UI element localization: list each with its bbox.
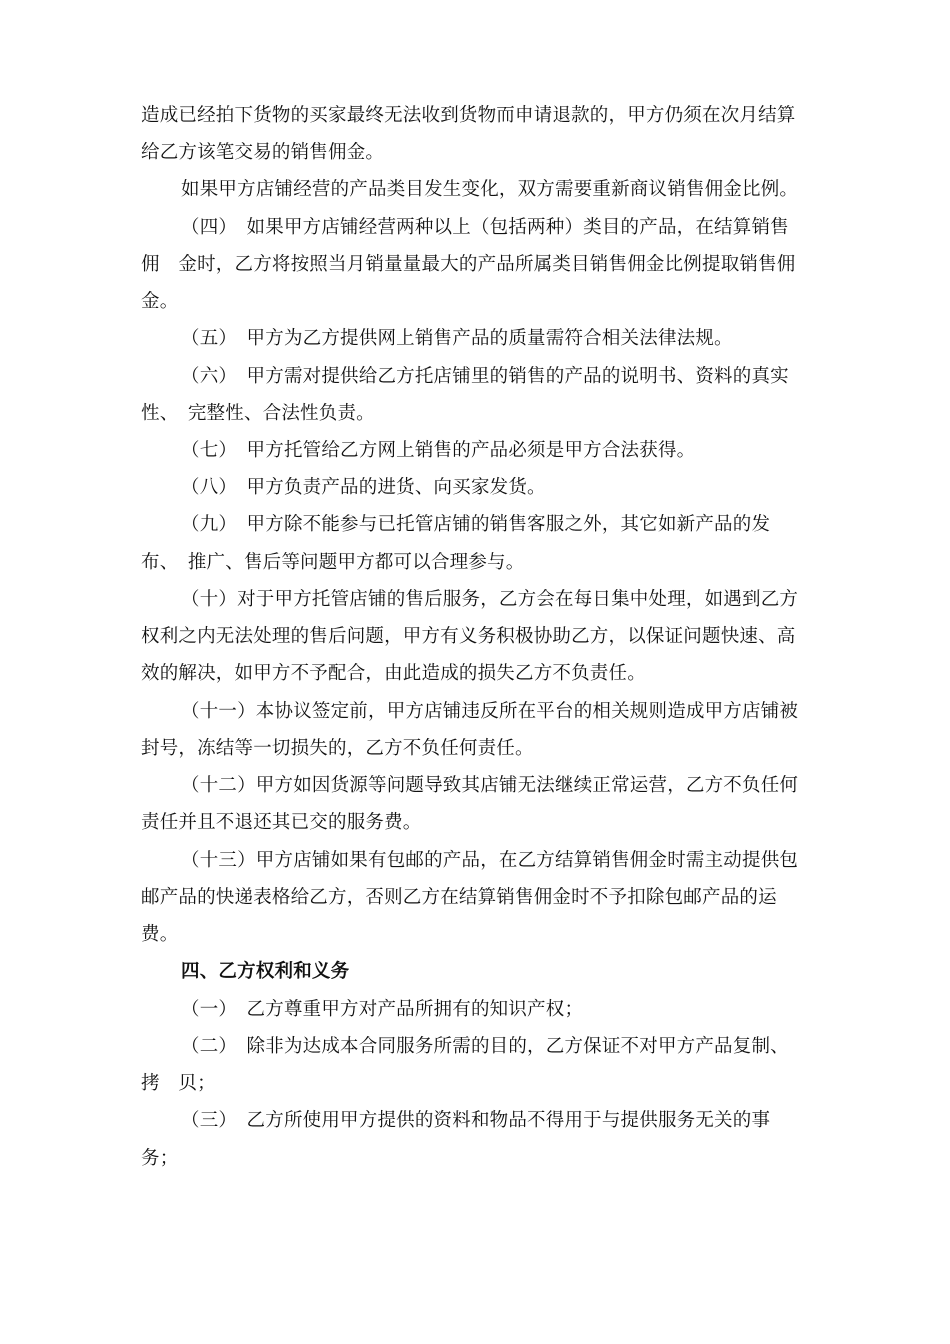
clause-3: （三） 乙方所使用甲方提供的资料和物品不得用于与提供服务无关的事 [181,1110,771,1131]
paragraph-line: 费。 [141,924,179,945]
paragraph-line: 拷 贝； [141,1073,216,1094]
clause-9: （九） 甲方除不能参与已托管店铺的销售客服之外，其它如新产品的发 [181,514,771,535]
clause-13: （十三）甲方店铺如果有包邮的产品，在乙方结算销售佣金时需主动提供包 [181,850,799,871]
paragraph-line: 效的解决，如甲方不予配合，由此造成的损失乙方不负责任。 [141,663,646,684]
paragraph-line: 务； [141,1148,179,1169]
paragraph-line: 封号，冻结等一切损失的，乙方不负任何责任。 [141,738,534,759]
paragraph-line: 佣 金时，乙方将按照当月销量量最大的产品所属类目销售佣金比例提取销售佣 [141,254,796,275]
clause-8: （八） 甲方负责产品的进货、向买家发货。 [181,477,546,498]
clause-1: （一） 乙方尊重甲方对产品所拥有的知识产权； [181,999,584,1020]
paragraph-line: 布、 推广、售后等问题甲方都可以合理参与。 [141,552,525,573]
clause-4: （四） 如果甲方店铺经营两种以上（包括两种）类目的产品，在结算销售 [181,217,789,238]
clause-12: （十二）甲方如因货源等问题导致其店铺无法继续正常运营，乙方不负任何 [181,775,799,796]
paragraph-line: 金。 [141,291,179,312]
paragraph-line: 权利之内无法处理的售后问题，甲方有义务积极协助乙方，以保证问题快速、高 [141,626,796,647]
paragraph-line: 造成已经拍下货物的买家最终无法收到货物而申请退款的，甲方仍须在次月结算 [141,105,796,126]
clause-7: （七） 甲方托管给乙方网上销售的产品必须是甲方合法获得。 [181,440,696,461]
paragraph-line: 邮产品的快递表格给乙方，否则乙方在结算销售佣金时不予扣除包邮产品的运 [141,887,777,908]
paragraph-line: 责任并且不退还其已交的服务费。 [141,812,422,833]
clause-5: （五） 甲方为乙方提供网上销售产品的质量需符合相关法律法规。 [181,328,733,349]
section-heading: 四、乙方权利和义务 [181,961,350,982]
paragraph-line: 如果甲方店铺经营的产品类目发生变化，双方需要重新商议销售佣金比例。 [181,179,799,200]
clause-6: （六） 甲方需对提供给乙方托店铺里的销售的产品的说明书、资料的真实 [181,366,789,387]
clause-2: （二） 除非为达成本合同服务所需的目的，乙方保证不对甲方产品复制、 [181,1036,789,1057]
clause-11: （十一）本协议签定前，甲方店铺违反所在平台的相关规则造成甲方店铺被 [181,701,799,722]
paragraph-line: 给乙方该笔交易的销售佣金。 [141,142,385,163]
paragraph-line: 性、 完整性、合法性负责。 [141,403,375,424]
clause-10: （十）对于甲方托管店铺的售后服务，乙方会在每日集中处理，如遇到乙方 [181,589,799,610]
